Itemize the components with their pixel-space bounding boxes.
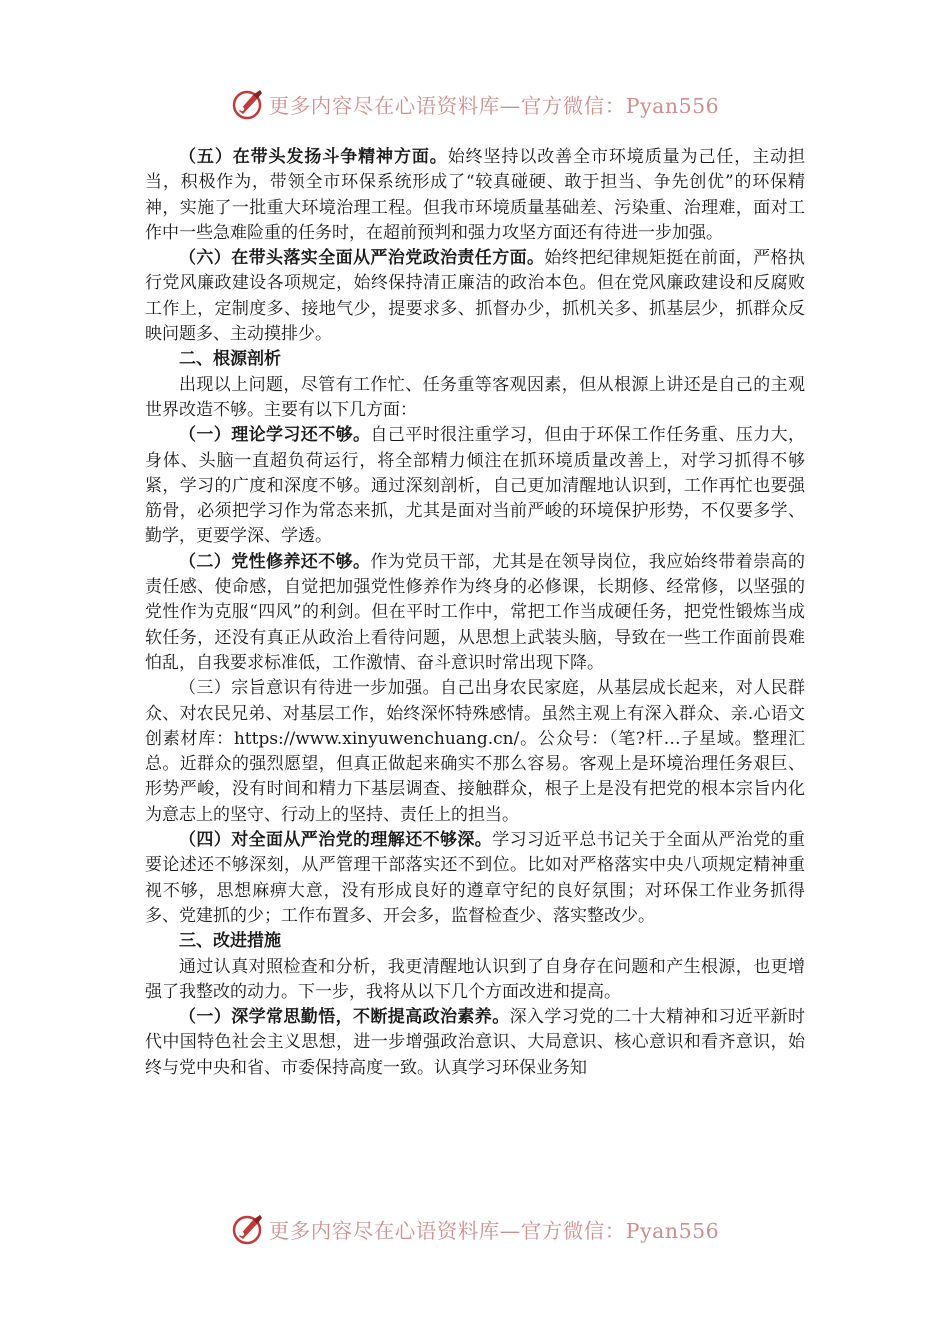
- section-heading-root-cause: 二、根源剖析: [179, 349, 281, 370]
- paragraph-cause-1: [145, 423, 805, 549]
- paragraph-5: [145, 145, 805, 246]
- paragraph-text: 自己平时很注重学习，但由于环保工作任务重、压力大，身体、头脑一直超负荷运行，将全部精力倾注在抓环境质量改善上，对学习抓得不够紧，学习的广度和深度不够。通过深刻剖析，自己更加清醒地认识到，工作再忙也要强筋骨，必须把学习作为常态来抓，尤其是面对当前严峻的环境保护形势，不仅要多学、勤学，更要学深、学透。: [145, 425, 806, 547]
- paragraph-lead: （五）在带头发扬斗争精神方面。: [179, 147, 448, 167]
- paragraph-text: 作为党员干部，尤其是在领导岗位，我应始终带着崇高的责任感、使命感，自觉把加强党性修养作为终身的必修课，长期修、经常修，以坚强的党性作为克服“四风”的利剑。但在平时工作中，常把工作当成硬任务，把党性锻炼当成软任务，还没有真正从政治上看待问题，从思想上武装头脑，导致在一些工作面前畏难怕乱，自我要求标准低，工作激情、奋斗意识时常出现下降。: [145, 551, 806, 673]
- paragraph-text: （三）宗旨意识有待进一步加强。自己出身农民家庭，从基层成长起来，对人民群众、对农民兄弟、对基层工作，始终深怀特殊感情。虽然主观上有深入群众、亲.心语文创素材库：https://www.xinyuwenchuang.cn/。公众号：（笔?杆…子星域。整理汇总。近群众的强烈愿望，但真正做起来确实不那么容易。客观上是环境治理任务艰巨、形势严峻，没有时间和精力下基层调查、接触群众，根子上是没有把党的根本宗旨内化为意志上的坚守、行动上的坚持、责任上的担当。: [145, 678, 805, 825]
- footer-watermark-banner: [0, 1209, 950, 1249]
- paragraph-cause-3: [145, 676, 805, 828]
- banner-text: 更多内容尽在心语资料库—官方微信：Pyan556: [268, 1219, 720, 1243]
- paragraph-cause-2: [145, 550, 805, 676]
- paragraph-lead: （六）在带头落实全面从严治党政治责任方面。: [179, 248, 545, 269]
- banner-inner: [231, 87, 719, 121]
- paragraph-intro-root-cause: [145, 373, 805, 424]
- paragraph-text: 始终把纪律规矩挺在前面，严格执行党风廉政建设各项规定，始终保持清正廉洁的政治本色。但在党风廉政建设和反腐败工作上，定制度多、接地气少，提要求多、抓督办少，抓机关多、抓基层少，抓群众反映问题多、主动摸排少。: [145, 248, 806, 345]
- banner-text: 更多内容尽在心语资料库—官方微信：Pyan556: [268, 94, 720, 118]
- paragraph-text: 深入学习党的二十大精神和习近平新时代中国特色社会主义思想，进一步增强政治意识、大局意识、核心意识和看齐意识，始终与党中央和省、市委保持高度一致。认真学习环保业务知: [145, 1007, 806, 1078]
- paragraph-cause-4: [145, 828, 805, 929]
- paragraph-lead: （一）理论学习还不够。: [179, 425, 371, 446]
- paragraph-text: 通过认真对照检查和分析，我更清醒地认识到了自身存在问题和产生根源，也更增强了我整改的动力。下一步，我将从以下几个方面改进和提高。: [145, 956, 805, 1002]
- paragraph-lead: （四）对全面从严治党的理解还不够深。: [179, 830, 493, 851]
- paragraph-intro-improvement: [145, 955, 805, 1006]
- banner-inner: [231, 1212, 719, 1246]
- paragraph-lead: （二）党性修养还不够。: [179, 551, 371, 572]
- paragraph-measure-1: [145, 1005, 805, 1081]
- paragraph-text: 始终坚持以改善全市环境质量为己任，主动担当，积极作为，带领全市环保系统形成了“较真碰硬、敢于担当、争先创优”的环保精神，实施了一批重大环境治理工程。但我市环境质量基础差、污染重、治理难，面对工作中一些急难险重的任务时，在超前预判和强力攻坚方面还有待进一步加强。: [145, 147, 806, 243]
- header-watermark-banner: [0, 84, 950, 124]
- logo-icon: [231, 1212, 265, 1246]
- paragraph-text: 学习习近平总书记关于全面从严治党的重要论述还不够深刻，从严管理干部落实还不到位。比如对严格落实中央八项规定精神重视不够，思想麻痹大意，没有形成良好的遵章守纪的良好氛围；对环保工作业务抓得多、党建抓的少；工作布置多、开会多，监督检查少、落实整改少。: [145, 830, 806, 926]
- paragraph-6: [145, 246, 805, 347]
- document-body: [145, 145, 805, 1081]
- logo-icon: [231, 87, 265, 121]
- section-heading-improvement: 三、改进措施: [179, 931, 281, 952]
- paragraph-text: 出现以上问题，尽管有工作忙、任务重等客观因素，但从根源上讲还是自己的主观世界改造不够。主要有以下几方面：: [145, 374, 805, 420]
- paragraph-lead: （一）深学常思勤悟，不断提高政治素养。: [179, 1007, 510, 1028]
